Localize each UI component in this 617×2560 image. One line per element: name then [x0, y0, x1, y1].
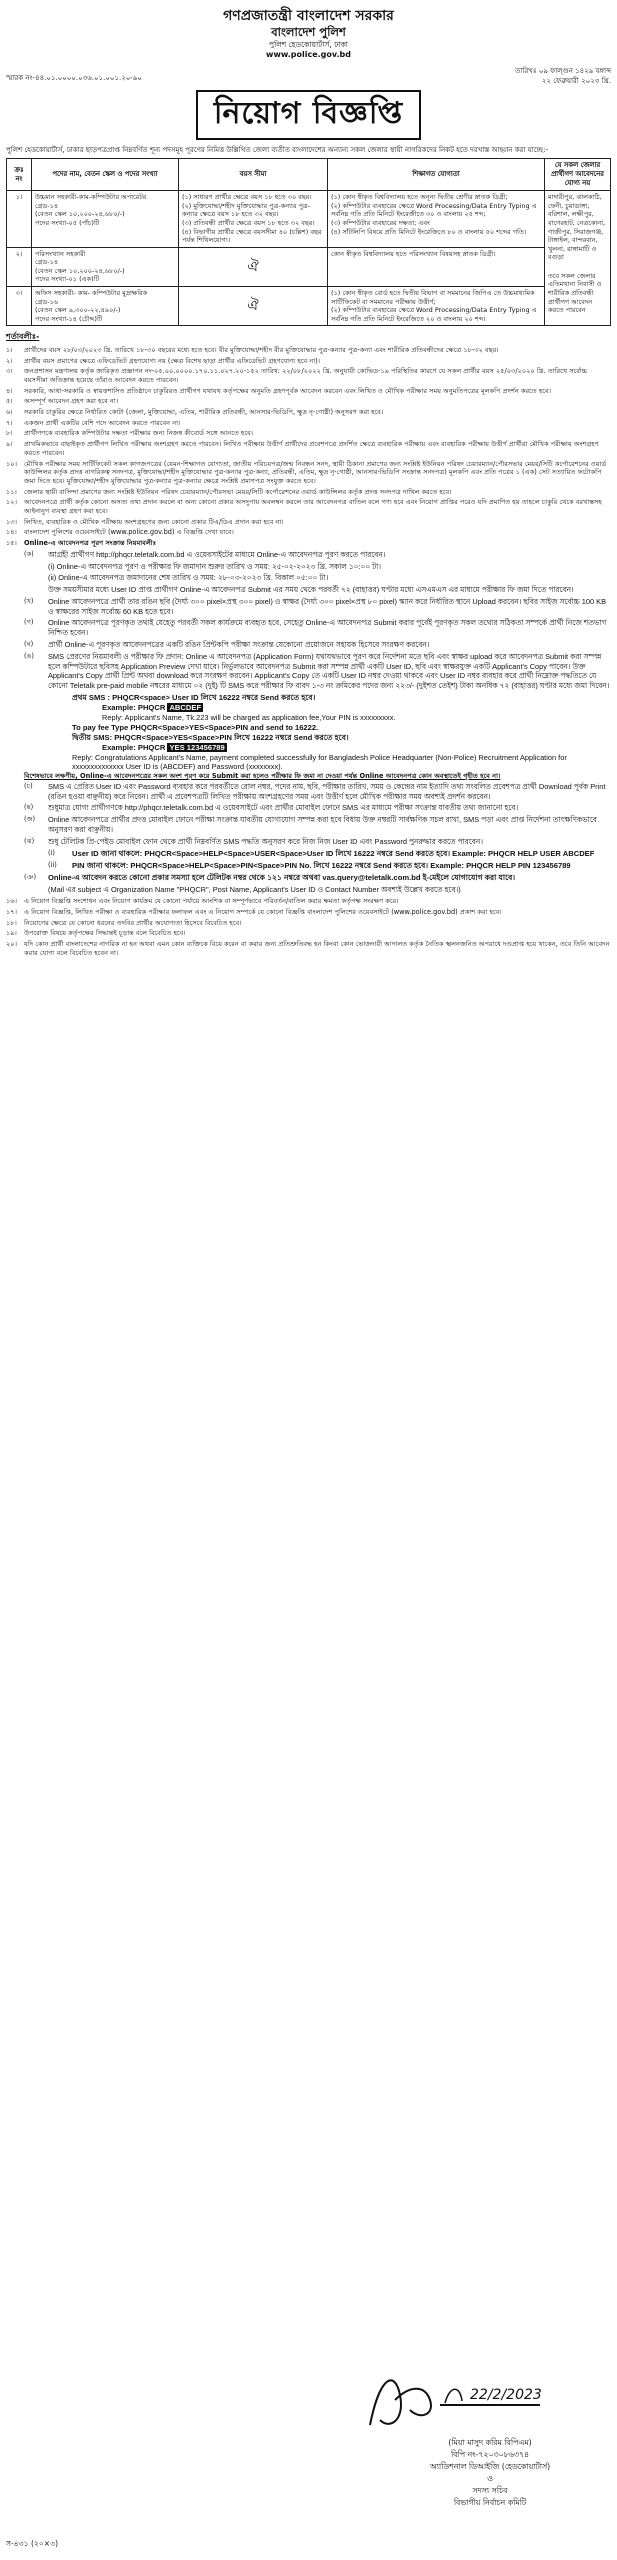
row-districts: মাদারীপুর, ঝালকাঠি, ফেনী, চুয়াডাঙ্গা, বরিশাল, লক্ষীপুর, বাগেরহাট, নেত্রকোনা, গাজীপুর, সিরাজগঞ্জ, টাঙ্গাইল, বান্দরবান, খুলনা, রাঙ্গামাটি ও বগুড়া তবে সকল জেলার এতিমখানা নিবাসী ও শারীরিক প্রতিবন্ধী প্রার্থীগণ আবেদন করতে পারবেন — [545, 191, 611, 326]
govt-name: গণপ্রজাতন্ত্রী বাংলাদেশ সরকার — [223, 8, 394, 24]
row-serial: ৩। — [7, 286, 32, 325]
list-item: ১৬। এ নিয়োগ বিজ্ঞপ্তি সংশোধন এবং নিয়োগ কার্যক্রম যে কোনো পর্যায়ে আংশিক বা সম্পূর্ণভাবে পরিবর্তন/বাতিল করার ক্ষমতা কর্তৃপক্ষ সংরক্ষণ করে। — [6, 897, 399, 906]
final-conditions-list — [6, 897, 611, 957]
row-age-ditto: ঐ — [179, 286, 328, 325]
row-education: (১) কোন স্বীকৃত বোর্ড হতে দ্বিতীয় বিভাগ বা সমমানের জিপিএ তে উচ্চমাধ্যমিক সার্টিফিকেট বা সমমানের পরীক্ষায় উত্তীর্ণ; (২) কম্পিউটার ব্যবহারের ক্ষেত্রে Word Processing/Data Entry Typing এ সর্বনিম্ন গতি প্রতি মিনিটে ইংরেজিতে ২০ ও বাংলায় ২০ শব্দ। — [328, 286, 545, 325]
row-post: উচ্চমান সহকারী-কাম-কম্পিউটার অপারেটর গ্রেড-১৪ (বেতন স্কেল ১০,২০০-২৪,৬৮০/-) পদের সংখ্যা-০৫ (পাঁচ)টি — [32, 191, 179, 247]
signature-scribble — [350, 2365, 550, 2435]
online-a6: SMS এ প্রেরিত User ID এবং Password ব্যবহার করে পরবর্তীতে রোল নম্বর, পদের নাম, ছবি, পরীক্ষার তারিখ, সময় ও কেন্দ্রের নাম ইত্যাদি তথ্য সংবলিত প্রবেশপত্র প্রার্থী Download পূর্বক Print (রঙিন হওয়া বাঞ্ছনীয়) করে নিবেন। প্রার্থী এ প্রবেশপত্রটি লিখিত পরীক্ষায় অংশগ্রহণের সময় এবং উত্তীর্ণ হলে মৌখিক পরীক্ষার সময় অবশ্যই প্রদর্শন করবেন। — [48, 781, 606, 801]
sms1-example-id: ABCDEF — [169, 702, 202, 712]
list-item: ১৮। নিয়োগের ক্ষেত্রে যে কোনো ধরনের তদবির প্রার্থীর অযোগ্যতা হিসেবে বিবেচিত হবে। — [6, 918, 242, 927]
signatory-name: (মিয়া মাসুদ করিম বিপিএম) — [448, 2438, 532, 2447]
online-a9: শুধু টেলিটক প্রি-পেইড মোবাইল ফোন থেকে প্রার্থী নিম্নবর্ণিত SMS পদ্ধতি অনুসরণ করে নিজ নিজ User ID এবং Password পুনরুদ্ধার করতে পারবেন। — [48, 836, 483, 846]
sms2-instruction: দ্বিতীয় SMS: PHQCR<Space>YES<Space>PIN লিখে 16222 নম্বরে Send করতে হবে। — [72, 732, 349, 742]
signature-block — [0, 2365, 617, 2555]
online-a9-userid: User ID জানা থাকলে: PHQCR<Space>HELP<Space>USER<Space>User ID লিখে 16222 নম্বরে Send করতে হবে। Example: PHQCR HELP USER ABCDEF — [72, 848, 595, 858]
posts-table — [6, 158, 611, 326]
list-item: ৫। অসম্পূর্ণ আবেদন গ্রহণ করা হবে না। — [6, 397, 119, 406]
list-item: ১। প্রার্থীদের বয়স ২৮/০৩/২০২৩ খ্রি. তারিখে ১৮-৩০ বছরের মধ্যে হতে হবে। বীর মুক্তিযোদ্ধা/শহীদ বীর মুক্তিযোদ্ধার পুত্র-কন্যার পুত্র-কন্যা এবং শারীরিক প্রতিবন্ধীদের ক্ষেত্রে ১৮-৩২ বছর। — [6, 345, 499, 354]
online-a2: Online আবেদনপত্রে প্রার্থী তার রঙিন ছবি (দৈর্ঘ্য ৩০০ pixel×প্রস্থ ৩০০ pixel) ও স্বাক্ষর (দৈর্ঘ্য ৩০০ pixel×প্রস্থ ৮০ pixel) স্ক্যান করে নির্ধারিত স্থানে Upload করবেন। ছবির সাইজ সর্বোচ্চ 100 KB ও স্বাক্ষরের সাইজ সর্বোচ্চ 60 KB হতে হবে। — [48, 596, 606, 616]
signatory-committee: বিভাগীয় নির্বাচন কমিটি — [453, 2498, 527, 2508]
signature-date: 22/2/2023 — [470, 2387, 542, 2403]
list-item: ৮। প্রার্থীগণকে ব্যবহারিক কম্পিউটার দক্ষতা পরীক্ষার জন্য নিজস্ব কীবোর্ড সঙ্গে আনতে হবে। — [6, 429, 254, 438]
list-item: ৭। একজন প্রার্থী একটির বেশি পদে আবেদন করতে পারবেন না। — [6, 418, 181, 427]
row-serial: ১। — [7, 191, 32, 247]
online-instructions: (ক) আগ্রহী প্রার্থীগণ http://phqcr.teletalk.com.bd এ ওয়েবসাইটের মাধ্যমে Online-এ আবেদনপত্র পূরণ করতে পারবেন। (i) Online-এ আবেদনপত্র পূরণ ও পরীক্ষার ফি জমাদান শুরুর তারিখ ও সময়: ২৫-০২-২০২৩ খ্রি. সকাল ১০:০০ টা। (ii) Online-এ আবেদনপত্র জমাদানের শেষ তারিখ ও সময়: ২৮-০৩-২০২৩ খ্রি. বিকাল ০৫:০০ টা। উক্ত সময়সীমার মধ্যে User ID প্রাপ্ত প্রার্থীগণ Online-এ আবেদনপত্র Submit এর সময় থেকে পরবর্তী ৭২ (বাহাত্তর) ঘণ্টার মধ্যে এসএমএস এর মাধ্যমে পরীক্ষার ফি জমা দিতে পারবেন। (খ) Online আবেদনপত্রে প্রার্থী তার রঙিন ছবি (দৈর্ঘ্য ৩০০ pixel×প্রস্থ ৩০০ pixel) ও স্বাক্ষর (দৈর্ঘ্য ৩০০ pixel×প্রস্থ ৮০ pixel) স্ক্যান করে নির্ধারিত স্থানে Upload করবেন। ছবির সাইজ সর্বোচ্চ 100 KB ও স্বাক্ষরের সাইজ সর্বোচ্চ 60 KB হতে হবে। (গ) Online আবেদনপত্রে পূরণকৃত তথ্যই যেহেতু পরবর্তী সকল কার্যক্রমে ব্যবহৃত হবে, সেহেতু Online-এ আবেদনপত্র Submit করার পূর্বেই পূরণকৃত সকল তথ্যের সঠিকতা সম্পর্কে প্রার্থী নিজে শতভাগ নিশ্চিত হবেন। (ঘ) প্রার্থী Online-এ পূরণকৃত আবেদনপত্রের একটি রঙিন প্রিন্টকপি পরীক্ষা সংক্রান্ত যেকোনো প্রয়োজনে সহায়ক হিসেবে সংরক্ষণ করবেন। (ঙ) SMS প্রেরণের নিয়মাবলী ও পরীক্ষার ফি প্রদান: Online এ আবেদনপত্র (Application Form) যথাযথভাবে পূরণ করে নির্দেশনা মতে ছবি এবং স্বাক্ষর upload করে আবেদনপত্র Submit করা সম্পন্ন হলে কম্পিউটারে ছবিসহ Application Preview দেখা যাবে। নির্ভুলভাবে আবেদনপত্র Submit করা সম্পন্ন প্রার্থী একটি User ID, ছবি এবং স্বাক্ষরযুক্ত একটি Applicant's Copy পাবেন। উক্ত Applicant's Copy প্রার্থী প্রিন্ট অথবা download করে সংরক্ষণ করবেন। Applicant's Copy তে একটি User ID নম্বর দেওয়া থাকবে এবং User ID নম্বর ব্যবহার করে প্রার্থী নিম্নোক্ত পদ্ধতিতে যে কোনো Teletalk pre-paid mobile নম্বরের মাধ্যমে ০২ (দুই) টি SMS করে পরীক্ষার ফি বাবদ ১-৩ নং ক্রমিকের পদের জন্য ২২৩/- (দুইশত তেইশ) টাকা অনধিক ৭২ (বাহাত্তর) ঘণ্টার মধ্যে জমা দিবেন। প্রথম SMS : PHQCR<space> User ID লিখে 16222 নম্বরে Send করতে হবে। Example: PHQCR ABCDEF Reply: Applicant's Name, Tk.223 will be charged as application fee,Your PIN is xxxxxxxxx. To pay fee Type PHQCR<Space>YES<Space>PIN and send to 16222. দ্বিতীয় SMS: PHQCR<Space>YES<Space>PIN লিখে 16222 নম্বরে Send করতে হবে। Example: PHQCR YES 123456789 Reply: Congratulations Applicant's Name, payment completed successfully for Bangladesh Police Headquarter (Non-Police) Recruitment Application for xxxxxxxxxxxxxx User ID is (ABCDEF) and Password (xxxxxxxx). বিশেষভাবে লক্ষণীয়, Online-এ আবেদনপত্রের সকল অংশ পূরণ করে Submit করা হলেও পরীক্ষার ফি জমা না দেওয়া পর্যন্ত Online আবেদনপত্র কোন অবস্থাতেই গৃহীত হবে না। (চ) SMS এ প্রেরিত User ID এবং Password ব্যবহার করে পরবর্তীতে রোল নম্বর, পদের নাম, ছবি, পরীক্ষার তারিখ, সময় ও কেন্দ্রের নাম ইত্যাদি তথ্য সংবলিত প্রবেশপত্র প্রার্থী Download পূর্বক Print (রঙিন হওয়া বাঞ্ছনীয়) করে নিবেন। প্রার্থী এ প্রবেশপত্রটি লিখিত পরীক্ষায় অংশগ্রহণের সময় এবং উত্তীর্ণ হলে মৌখিক পরীক্ষার সময় অবশ্যই প্রদর্শন করবেন। (ছ) শুধুমাত্র যোগ্য প্রার্থীগণকে http://phqcr.teletalk.com.bd এ ওয়েবসাইটে এবং প্রার্থীর মোবাইল ফোনে SMS এর মাধ্যমে পরীক্ষা সংক্রান্ত যাবতীয় তথ্য জানানো হবে। (জ) Online আবেদনপত্রে প্রার্থীর প্রদত্ত মোবাইল ফোনে পরীক্ষা সংক্রান্ত যাবতীয় যোগাযোগ সম্পন্ন করা হবে বিধায় উক্ত নম্বরটি সার্বক্ষণিক সচল রাখা, SMS পড়া এবং প্রাপ্ত নির্দেশনা তাৎক্ষণিকভাবে অনুসরণ করা বাঞ্ছনীয়। (ঝ) শুধু টেলিটক প্রি-পেইড মোবাইল ফোন থেকে প্রার্থী নিম্নবর্ণিত SMS পদ্ধতি অনুসরণ করে নিজ নিজ User ID এবং Password পুনরুদ্ধার করতে পারবেন। (i) User ID জানা থাকলে: PHQCR<Space>HELP<Space>USER<Space>User ID লিখে 16222 নম্বরে Send করতে হবে। Example: PHQCR HELP USER ABCDEF (ii) PIN জানা থাকলে: PHQCR<Space>HELP<Space>PIN<Space>PIN No. লিখে 16222 নম্বরে Send করতে হবে। Example: PHQCR HELP PIN 123456789 (ঞ) Online-এ আবেদন করতে কোনো প্রকার সমস্যা হলে টেলিটক নম্বর থেকে ১২১ নম্বরে অথবা vas.query@teletalk.com.bd ই-মেইলে যোগাযোগ করা যাবে। (Mail এর subject এ Organization Name "PHQCR", Post Name, Applicant's User ID ও Contact Number অবশ্যই উল্লেখ করতে হবে।) — [24, 549, 610, 894]
date-label: তারিখঃ — [515, 67, 537, 76]
online-a1: আগ্রহী প্রার্থীগণ http://phqcr.teletalk.com.bd এ ওয়েবসাইটের মাধ্যমে Online-এ আবেদনপত্র পূরণ করতে পারবেন। — [48, 549, 386, 559]
sms1-reply-2: To pay fee Type PHQCR<Space>YES<Space>PIN and send to 16222. — [72, 722, 319, 732]
website-text: www.police.gov.bd — [266, 49, 351, 59]
signatory-bp-number: বিপি নং-৭২০৩০৮৬৩৭৪ — [450, 2450, 530, 2460]
signatory-role: সদস্য সচিব — [472, 2486, 508, 2496]
signatory-and: ও — [487, 2474, 493, 2484]
list-item: ১৭। এ নিয়োগ বিজ্ঞপ্তি, লিখিত পরীক্ষা ও ব্যবহারিক পরীক্ষার ফলাফল এবং এ নিয়োগ সম্পর্কে যে কোনো বিজ্ঞপ্তি বাংলাদেশ পুলিশের ওয়েবসাইটে (www.police.gov.bd) প্রকাশ করা হবে। — [6, 908, 502, 917]
date-gregorian: ২২ ফেব্রুয়ারী ২০২৩ খ্রি. — [541, 77, 611, 86]
list-item: ১০। মৌখিক পরীক্ষার সময় সার্টিফিকেট সকল কাগজপত্রের (যেমন-শিক্ষাগত যোগ্যতা, জাতীয় পরিচয়পত্র/জন্ম নিবন্ধন সনদ, স্থায়ী ঠিকানা প্রমাণের জন্য সংশ্লিষ্ট ইউনিয়ন পরিষদ চেয়ারম্যান/পৌরসভার মেয়র/সিটি কর্পোরেশনের ওয়ার্ড কাউন্সিলর কর্তৃক প্রদত্ত নাগরিকত্ব সনদপত্র, মুক্তিযোদ্ধা/শহীদ মুক্তিযোদ্ধার পুত্র-কন্যার পুত্র-কন্যা, প্রতিবন্ধী, এতিম, ক্ষুদ্র নৃ-গোষ্ঠী, আনসার-ভিডিপি সংক্রান্ত সনদপত্র) মূলকপি এবং প্রতি পত্রের ১ (এক) সেট সত্যায়িত ফটোকপি জমা দিতে হবে। মুক্তিযোদ্ধা/শহীদ মুক্তিযোদ্ধার পুত্র-কন্যার পুত্র-কন্যার ক্ষেত্রে সংশ্লিষ্ট প্রমাণপত্র সংযুক্ত করতে হবে। — [6, 459, 607, 485]
letterhead — [6, 8, 611, 60]
table-row — [7, 286, 611, 325]
row-serial: ২। — [7, 247, 32, 286]
list-item: ১৫। Online-এ আবেদনপত্র পূরণ সংক্রান্ত নিয়মাবলীঃ — [6, 539, 157, 548]
reference-row — [6, 66, 611, 86]
online-a9-pin: PIN জানা থাকলে: PHQCR<Space>HELP<Space>PIN<Space>PIN No. লিখে 16222 নম্বরে Send করতে হবে। Example: PHQCR HELP PIN 123456789 — [72, 860, 571, 870]
sms2-example-pin: YES 123456789 — [169, 742, 225, 752]
online-a3: Online আবেদনপত্রে পূরণকৃত তথ্যই যেহেতু পরবর্তী সকল কার্যক্রমে ব্যবহৃত হবে, সেহেতু Online-এ আবেদনপত্র Submit করার পূর্বেই পূরণকৃত সকল তথ্যের সঠিকতা সম্পর্কে প্রার্থী নিজে শতভাগ নিশ্চিত হবেন। — [48, 618, 607, 638]
list-item: ৩। জনপ্রশাসন মন্ত্রণালয় কর্তৃক জারিকৃত প্রজ্ঞাপন নং-০৫.০০.০০০০.১৭০.১১.০২৭.২০-১৫২ তারিখ: ২২/০৮/২০২২ খ্রি. অনুযায়ী কোভিড-১৯ পরিস্থিতির কারণে যে সকল প্রার্থীর বয়স ২৫/০৩/২০২০ খ্রি. তারিখে সর্বোচ্চ বয়সসীমা অতিক্রান্ত হয়েছে তাঁরাও আবেদন করতে পারবেন। — [6, 367, 588, 384]
list-item: ২। প্রার্থীর বয়স প্রমাণের ক্ষেত্রে এফিডেভিট গ্রহণযোগ্য নয় (ক্ষেত্র বিশেষ ছাড়া প্রার্থীর এফিডেভিট গ্রহণযোগ্য হবে না)। — [6, 356, 321, 365]
list-item: ৪। সরকারি, আধা-সরকারি ও স্বায়ত্তশাসিত প্রতিষ্ঠানে চাকুরিরত প্রার্থীগণ যথাযথ কর্তৃপক্ষের অনুমতি গ্রহণপূর্বক আবেদন করবেন এবং লিখিত ও মৌখিক পরীক্ষার সময় অনুমতিপত্রের মূলকপি প্রদর্শন করতে হবে। — [6, 386, 551, 395]
col-post: পদের নাম, বেতন স্কেল ও পদের সংখ্যা — [32, 159, 179, 191]
signatory-designation: অ্যাডিশনাল ডিআইজি (হেডকোয়ার্টার্স) — [429, 2462, 551, 2472]
online-a10-note: (Mail এর subject এ Organization Name "PHQCR", Post Name, Applicant's User ID ও Contact Number অবশ্যই উল্লেখ করতে হবে।) — [48, 884, 461, 894]
sms2-example: Example: PHQCR YES 123456789 — [102, 742, 225, 752]
online-a5: SMS প্রেরণের নিয়মাবলী ও পরীক্ষার ফি প্রদান: Online এ আবেদনপত্র (Application Form) যথাযথভাবে পূরণ করে নির্দেশনা মতে ছবি এবং স্বাক্ষর upload করে আবেদনপত্র Submit করা সম্পন্ন হলে কম্পিউটারে ছবিসহ Application Preview দেখা যাবে। নির্ভুলভাবে আবেদনপত্র Submit করা সম্পন্ন প্রার্থী একটি User ID, ছবি এবং স্বাক্ষরযুক্ত একটি Applicant's Copy পাবেন। উক্ত Applicant's Copy প্রার্থী প্রিন্ট অথবা download করে সংরক্ষণ করবেন। Applicant's Copy তে একটি User ID নম্বর দেওয়া থাকবে এবং User ID নম্বর ব্যবহার করে প্রার্থী নিম্নোক্ত পদ্ধতিতে যে কোনো Teletalk pre-paid mobile নম্বরের মাধ্যমে ০২ (দুই) টি SMS করে পরীক্ষার ফি বাবদ ১-৩ নং ক্রমিকের পদের জন্য ২২৩/- (দুইশত তেইশ) টাকা অনধিক ৭২ (বাহাত্তর) ঘণ্টার মধ্যে জমা দিবেন। — [48, 651, 610, 691]
list-item: ৯। প্রাথমিকভাবে বাছাইকৃত প্রার্থীগণ লিখিত পরীক্ষায় অংশগ্রহণ করতে পারবেন। লিখিত পরীক্ষায় উত্তীর্ণ প্রার্থীদের প্রবেশপত্রে প্রদর্শিত ক্ষেত্রে ব্যবহারিক পরীক্ষায় এবং ব্যবহারিক পরীক্ষায় উত্তীর্ণ প্রার্থীরা মৌখিক পরীক্ষায় অংশগ্রহণ করতে পারবেন। — [6, 440, 599, 457]
online-a7: শুধুমাত্র যোগ্য প্রার্থীগণকে http://phqcr.teletalk.com.bd এ ওয়েবসাইটে এবং প্রার্থীর মোবাইল ফোনে SMS এর মাধ্যমে পরীক্ষা সংক্রান্ত যাবতীয় তথ্য জানানো হবে। — [48, 803, 519, 813]
department-name: বাংলাদেশ পুলিশ — [271, 24, 346, 39]
signatory — [385, 2437, 595, 2509]
online-a8: Online আবেদনপত্রে প্রার্থীর প্রদত্ত মোবাইল ফোনে পরীক্ষা সংক্রান্ত যাবতীয় যোগাযোগ সম্পন্ন করা হবে বিধায় উক্ত নম্বরটি সার্বক্ষণিক সচল রাখা, SMS পড়া এবং প্রাপ্ত নির্দেশনা তাৎক্ষণিকভাবে অনুসরণ করা বাঞ্ছনীয়। — [48, 815, 597, 834]
fee-warning: বিশেষভাবে লক্ষণীয়, Online-এ আবেদনপত্রের সকল অংশ পূরণ করে Submit করা হলেও পরীক্ষার ফি জমা না দেওয়া পর্যন্ত Online আবেদনপত্র কোন অবস্থাতেই গৃহীত হবে না। — [24, 772, 501, 781]
row-age-ditto: ঐ — [179, 247, 328, 286]
row-post: পরিসংখ্যান সহকারী গ্রেড-১৪ (বেতন স্কেল ১০,২০০-২৪,৬৮০/-) পদের সংখ্যা-০১ (এক)টি — [32, 247, 179, 286]
col-serial: ক্রঃ নং — [7, 159, 32, 191]
list-item: ১২। আবেদনপত্রে প্রার্থী কর্তৃক কোনো অসত্য তথ্য প্রদান করলে বা অন্য কোনো প্রকার অসদুপায় অবলম্বন করলে তার আবেদনপত্র বাতিল বলে গণ্য হবে এবং নিয়োগ প্রাপ্তির পরেও যদি প্রমাণিত হয় তাহলে চাকুরি থেকে বরখাস্তসহ আইনানুগ ব্যবস্থা গ্রহণ করা হবে। — [6, 498, 602, 516]
footer-code: স-৪৩১ (২০×৩) — [6, 2539, 59, 2548]
list-item: ১৩। লিখিত, ব্যবহারিক ও মৌখিক পরীক্ষায় অংশগ্রহণের জন্য কোনো প্রকার টিএ/ডিএ প্রদান করা হবে না। — [6, 517, 284, 526]
sms2-reply: Reply: Congratulations Applicant's Name, payment completed successfully for Bangladesh Police Headquarter (Non-Police) Recruitment Application for xxxxxxxxxxxxxx User ID is (ABCDEF) and Password (xxxxxxxx). — [72, 752, 567, 772]
col-age: বয়স সীমা — [179, 159, 328, 191]
conditions-title: শর্তাবলীঃ- — [6, 332, 40, 342]
col-education: শিক্ষাগত যোগ্যতা — [328, 159, 545, 191]
list-item: ২০। যদি কোন প্রার্থী বাংলাদেশের নাগরিক না হন অথবা এমন কোন ব্যক্তিকে বিয়ে করেন বা করার জন্য প্রতিশ্রুতিবদ্ধ হন কিংবা কোন ভোজদারী আদালত কর্তৃক নৈতিক স্খলনজনিত অপরাধে দণ্ডপ্রাপ্ত হয়ে থাকেন, তবে তিনি আবেদন করার যোগ্য বলে বিবেচিত হবেন না। — [6, 940, 610, 957]
table-header-row — [7, 159, 611, 191]
sms1-reply: Reply: Applicant's Name, Tk.223 will be charged as application fee,Your PIN is xxxxxxxxx. — [102, 712, 396, 722]
table-row — [7, 191, 611, 247]
online-a10: Online-এ আবেদন করতে কোনো প্রকার সমস্যা হলে টেলিটক নম্বর থেকে ১২১ নম্বরে অথবা vas.query@teletalk.com.bd ই-মেইলে যোগাযোগ করা যাবে। — [48, 872, 516, 882]
col-districts: যে সকল জেলার প্রার্থীগণ আবেদনের যোগ্য নয় — [545, 159, 611, 191]
issue-dates — [515, 66, 611, 86]
intro-paragraph: পুলিশ হেডকোয়ার্টার্স, ঢাকার ছাড়পত্রপ্রাপ্ত নিম্নবর্ণিত শূন্য পদসমূহ পূরণের নিমিত্ত উল্লিখিত জেলা ব্যতীত বাংলাদেশের অন্যান্য সকল জেলার স্থায়ী নাগরিকদের নিকট হতে দরখাস্ত আহ্বান করা যাচ্ছে:- — [6, 146, 549, 155]
conditions-list — [6, 346, 611, 548]
sms1-instruction: প্রথম SMS : PHQCR<space> User ID লিখে 16222 নম্বরে Send করতে হবে। — [72, 692, 316, 702]
row-age: (১) সাধারণ প্রার্থীর ক্ষেত্রে বয়স ১৮ হতে ৩০ বছর। (২) মুক্তিযোদ্ধা/শহীদ মুক্তিযোদ্ধার পুত্র-কন্যার পুত্র-কন্যার ক্ষেত্রে বয়স ১৮ হতে ৩২ বছর। (৩) প্রতিবন্ধী প্রার্থীর ক্ষেত্রে বয়স ১৮ হতে ৩২ বছর। (৪) বিভাগীয় প্রার্থীর ক্ষেত্রে বয়সসীমা ৪০ (চল্লিশ) বছর পর্যন্ত শিথিলযোগ্য। — [179, 191, 328, 247]
list-item: ১৯। উপরোক্ত বিষয়ে কর্তৃপক্ষের সিদ্ধান্তই চূড়ান্ত বলে বিবেচিত হবে। — [6, 929, 186, 938]
online-a4: প্রার্থী Online-এ পূরণকৃত আবেদনপত্রের একটি রঙিন প্রিন্টকপি পরীক্ষা সংক্রান্ত যেকোনো প্রয়োজনে সহায়ক হিসেবে সংরক্ষণ করবেন। — [48, 640, 430, 650]
list-item: ১৪। বাংলাদেশ পুলিশের ওয়েবসাইটে (www.police.gov.bd) এ বিজ্ঞপ্তি দেখা যাবে। — [6, 528, 234, 537]
memo-number: স্মারক নং-৪৪.০১.০০০০.০৩৬.০১.০০১.২০-৯০ — [6, 74, 142, 83]
online-a1-end: (ii) Online-এ আবেদনপত্র জমাদানের শেষ তারিখ ও সময়: ২৮-০৩-২০২৩ খ্রি. বিকাল ০৫:০০ টা। — [48, 573, 329, 583]
row-post: অফিস সহকারী- কাম- কম্পিউটার মুদ্রাক্ষরিক গ্রেড-১৬ (বেতন স্কেল ৯,৩০০-২২,৪৯০/-) পদের সংখ্যা-১৪ (চৌদ্দ)টি — [32, 286, 179, 325]
online-a1-note: উক্ত সময়সীমার মধ্যে User ID প্রাপ্ত প্রার্থীগণ Online-এ আবেদনপত্র Submit এর সময় থেকে পরবর্তী ৭২ (বাহাত্তর) ঘণ্টার মধ্যে এসএমএস এর মাধ্যমে পরীক্ষার ফি জমা দিতে পারবেন। — [48, 585, 574, 595]
table-row — [7, 247, 611, 286]
notice-title: নিয়োগ বিজ্ঞপ্তি — [196, 90, 421, 140]
list-item: ৬। সরকারি চাকুরির ক্ষেত্রে নির্ধারিত কোটা (জেলা, মুক্তিযোদ্ধা, এতিম, শারীরিক প্রতিবন্ধী, আনসার-ভিডিপি, ক্ষুদ্র নৃ-গোষ্ঠী) অনুসরণ করা হবে। — [6, 408, 384, 417]
sms1-example: Example: PHQCR ABCDEF — [102, 702, 202, 712]
online-a1-start: (i) Online-এ আবেদনপত্র পূরণ ও পরীক্ষার ফি জমাদান শুরুর তারিখ ও সময়: ২৫-০২-২০২৩ খ্রি. সকাল ১০:০০ টা। — [48, 561, 381, 571]
row-education: (১) কোন স্বীকৃত বিশ্ববিদ্যালয় হতে অনূন্য দ্বিতীয় শ্রেণীর স্নাতক ডিগ্রী; (২) কম্পিউটার ব্যবহারের ক্ষেত্রে Word Processing/Data Entry Typing এ সর্বনিম্ন গতি প্রতি মিনিটে ইংরেজীতে ৩০ ও বাংলায় ২৫ শব্দ; (৩) কম্পিউটার ব্যবহারের দক্ষতা; এবং (৪) সাঁটলিপি বিষয়ে প্রতি মিনিটে ইংরেজিতে ৮০ ও বাংলায় ৫০ শব্দের গতি। — [328, 191, 545, 247]
row-education: কোন স্বীকৃত বিশ্ববিদ্যালয় হতে পরিসংখ্যান বিষয়সহ স্নাতক ডিগ্রী। — [328, 247, 545, 286]
office-name: পুলিশ হেডকোয়ার্টার্স, ঢাকা — [268, 39, 348, 49]
date-bangla: ০৯ ফাল্গুন ১৪২৯ বঙ্গাব্দ — [538, 67, 611, 76]
list-item: ১১। জেলার স্থায়ী বাসিন্দা প্রমাণের জন্য সংশ্লিষ্ট ইউনিয়ন পরিষদ চেয়ারম্যান/পৌরসভা মেয়র/সিটি কর্পোরেশনের ওয়ার্ড কাউন্সিলর কর্তৃক প্রদত্ত সনদপত্র দাখিল করতে হবে। — [6, 487, 452, 496]
